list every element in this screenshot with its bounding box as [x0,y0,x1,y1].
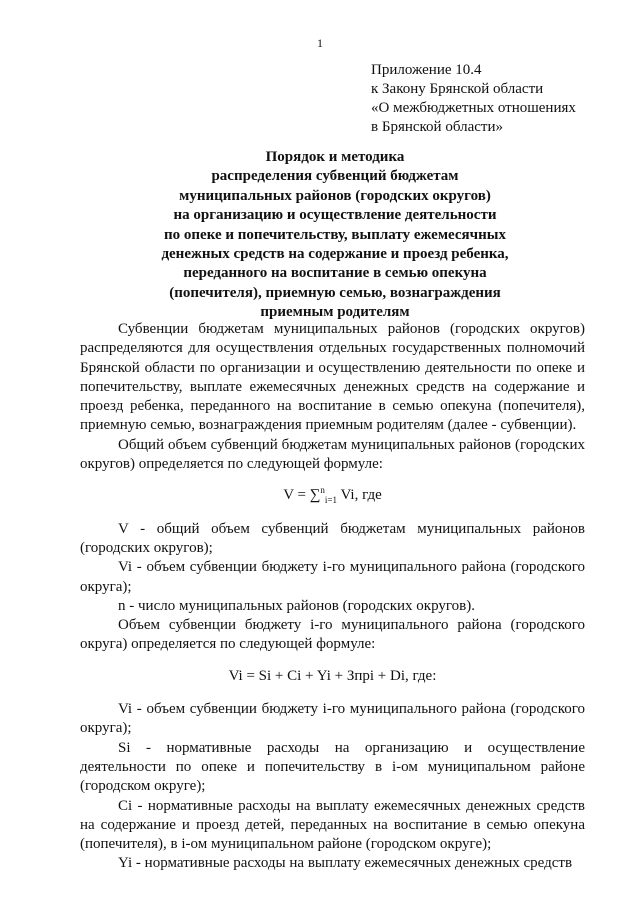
appendix-line: «О межбюджетных отношениях [371,100,576,116]
title-line: (попечителя), приемную семью, вознаграждения [169,284,501,301]
page-number: 1 [317,36,323,50]
formula-lhs: V = ∑ [283,487,321,504]
intro-paragraph: Субвенции бюджетам муниципальных районов (городских округов) распределяются для осуществления отдельных государственных полномочий Брянской области по организации и осуществлению деятельности по опеке и попечительству, выплате ежемесячных денежных средств на содержание и проезд ребенка, переданного на воспитание в семью опекуна (попечителя), приемную семью, вознаграждения приемным родителям (далее - субвенции). [80,321,585,434]
definition-vi: Vi - объем субвенции бюджету i-го муниципального района (городского округа); [80,559,585,595]
subvention-volume-paragraph: Объем субвенции бюджету i-го муниципального района (городского округа) определяется по следующей формуле: [80,617,585,653]
title-line: переданного на воспитание в семью опекуна [183,265,487,282]
definition-n: n - число муниципальных районов (городских округов). [118,597,475,614]
definition-vi-2: Vi - объем субвенции бюджету i-го муниципального района (городского округа); [80,701,585,737]
definition-ci: Ci - нормативные расходы на выплату ежемесячных денежных средств на содержание и проезд детей, переданных на воспитание в семью опекуна (попечителя), в i-ом муниципальном районе (городском округе); [80,797,585,853]
document-title [80,148,590,323]
document-body [80,320,585,874]
subvention-volume-formula: Vi = Si + Ci + Yi + Зпрi + Di, где: [228,667,437,684]
definition-v: V - общий объем субвенций бюджетам муниципальных районов (городских округов); [80,520,585,556]
definition-yi: Yi - нормативные расходы на выплату ежемесячных денежных средств [118,855,573,872]
title-line: на организацию и осуществление деятельности [173,207,497,224]
appendix-line: к Закону Брянской области [371,81,544,97]
appendix-line: Приложение 10.4 [371,62,482,78]
total-volume-formula [80,474,585,519]
appendix-reference [371,61,576,137]
formula-rhs: Vi, где [337,487,382,504]
title-line: приемным родителям [260,304,410,321]
appendix-line: в Брянской области» [371,119,503,135]
definition-si: Si - нормативные расходы на организацию и осуществление деятельности по опеке и попечительству в i-ом муниципальном районе (городском округе); [80,739,585,795]
formula-upper-limit: n [320,485,325,496]
total-volume-paragraph: Общий объем субвенций бюджетам муниципальных районов (городских округов) определяется по следующей формуле: [80,436,585,473]
formula-lower-limit: i=1 [324,495,337,506]
title-line: муниципальных районов (городских округов) [179,187,491,204]
title-line: по опеке и попечительству, выплату ежемесячных [164,226,506,243]
title-line: распределения субвенций бюджетам [211,168,459,185]
title-line: Порядок и методика [265,149,405,165]
title-line: денежных средств на содержание и проезд ребенка, [161,246,509,263]
